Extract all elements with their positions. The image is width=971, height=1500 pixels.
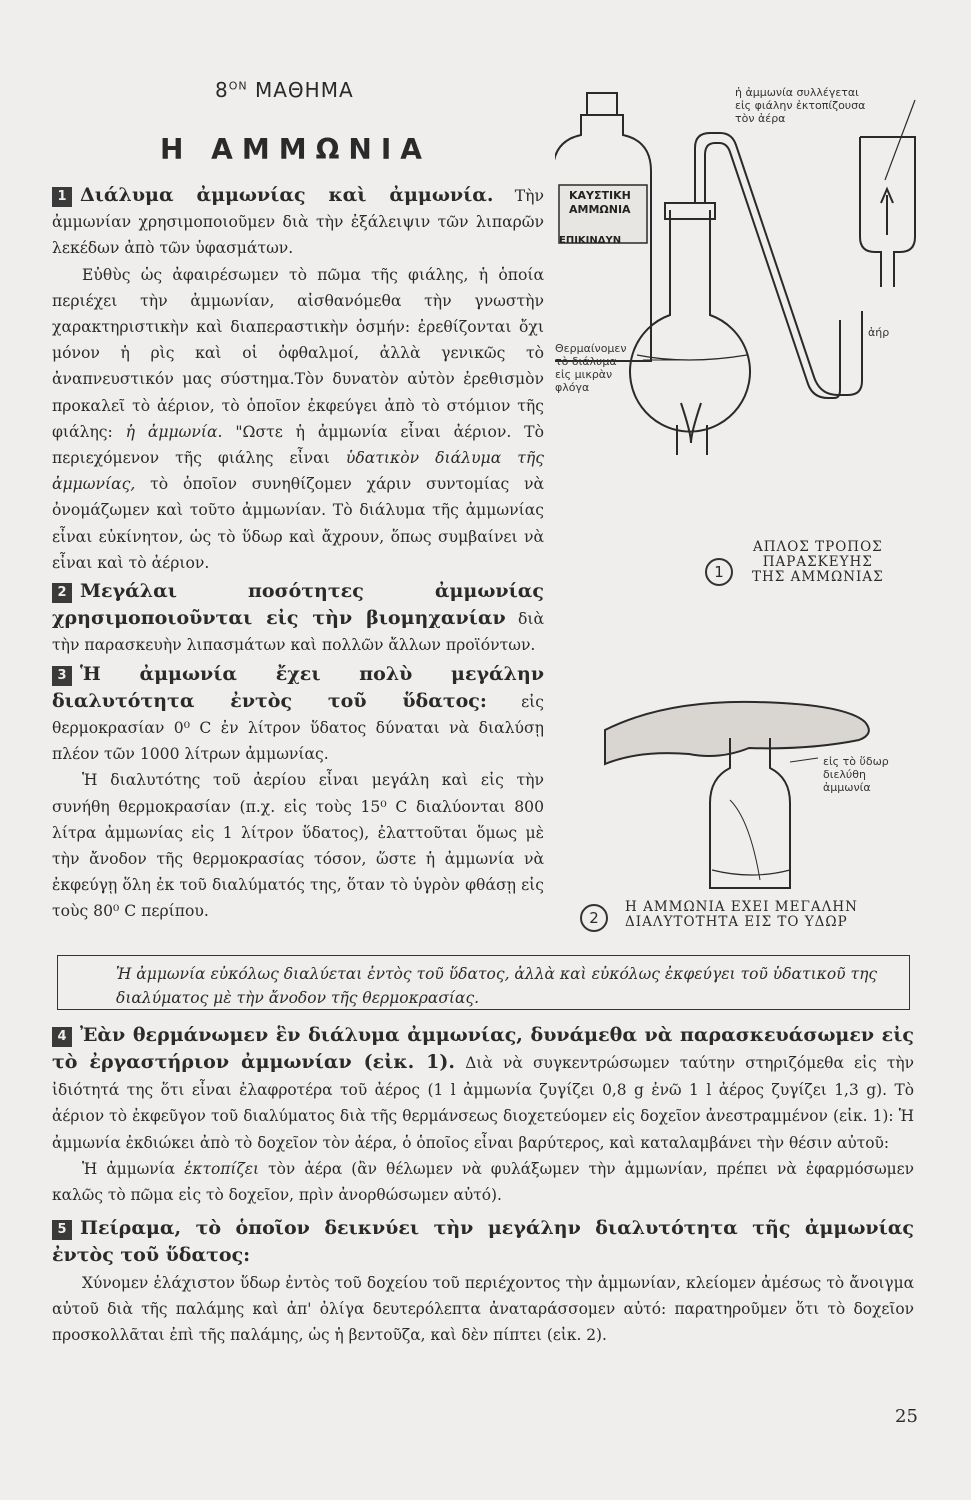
italic-run: ἡ ἀμμωνία. <box>125 422 223 441</box>
caption-line: ΠΑΡΑΣΚΕΥΗΣ <box>762 554 873 570</box>
label-line: ἀμμωνία <box>823 781 871 794</box>
label-pointer <box>790 758 818 762</box>
jar-reflection <box>730 800 760 880</box>
label-line: Θερμαίνομεν <box>555 342 627 355</box>
figure-1-apparatus <box>555 85 925 470</box>
section-body: Διὰ νὰ συγκεντρώσωμεν ταύτην στηριζόμεθα εἰς τὴν ἰδιότητά της ὅτι εἶναι ἐλαφροτέρα τοῦ ἀέρος (1 l ἀμμωνία ζυγίζει 0,8 g ἐνῶ 1 l ἀέρος ζυγίζει 1,3 g). Τὸ ἀέριον τὸ ἐκφεῦγον τοῦ διαλύματος διὰ τῆς θερμάνσεως διοχετεύομεν εἰς δοχεῖον ἀνεστραμμένον (εἰκ. 1): Ἡ ἀμμωνία ἐκδιώκει ἀπὸ τὸ δοχεῖον τὸν ἀέρα, ὁ ὁποῖος εἶναι βαρύτερος, καὶ καταλαμβάνει τὴν θέσιν αὐτοῦ: <box>52 1054 914 1152</box>
figure-1-number: 1 <box>705 558 733 586</box>
section-heading: Ἡ ἀμμωνία ἔχει πολὺ μεγάλην διαλυτότητα ἐντὸς τοῦ ὕδατος: <box>52 662 544 712</box>
section-3 <box>52 661 544 768</box>
section-heading: Διάλυμα ἀμμωνίας καὶ ἀμμωνία. <box>80 184 494 206</box>
section-1-paragraph <box>52 262 544 576</box>
caption-line: ΔΙΑΛΥΤΟΤΗΤΑ ΕΙΣ ΤΟ ΥΔΩΡ <box>625 914 848 930</box>
section-2 <box>52 578 544 659</box>
pointer-line <box>885 100 915 180</box>
section-1-intro: Τὴν ἀμμωνίαν χρησιμοποιοῦμεν διὰ τὴν ἐξάλειψιν τῶν λιπαρῶν λεκέδων ἀπὸ τῶν ὑφασμάτων. <box>52 187 544 258</box>
section-4-paragraph <box>52 1156 914 1209</box>
lesson-word: ΜΑΘΗΜΑ <box>254 78 354 102</box>
text-run: τὸ ὁποῖον συνηθίζομεν χάριν συντομίας νὰ ὀνομάζωμεν καὶ τοῦτο ἀμμωνίαν. Τὸ διάλυμα τῆς ἀμμωνίας εἶναι εὐκίνητον, ὡς τὸ ὕδωρ καὶ ἄχρουν, ὅπως συμβαίνει νὰ εἶναι καὶ τὸ ἀέριον. <box>52 475 544 572</box>
liquid-level <box>637 355 747 360</box>
figure-1-air-label: ἀήρ <box>868 326 890 339</box>
caption-line: Η ΑΜΜΩΝΙΑ ΕΧΕΙ ΜΕΓΑΛΗΝ <box>625 899 858 915</box>
lesson-number: 8 <box>215 78 229 102</box>
label-line: τὸν ἀέρα <box>735 112 786 125</box>
section-heading: Πείραμα, τὸ ὁποῖον δεικνύει τὴν μεγάλην διαλυτότητα τῆς ἀμμωνίας ἐντὸς τοῦ ὕδατος: <box>52 1216 914 1267</box>
label-line: εἰς τὸ ὕδωρ <box>823 755 889 768</box>
jar <box>710 738 790 888</box>
up-arrow <box>881 189 893 235</box>
delivery-tube-inner <box>705 143 840 398</box>
section-body: εἰς θερμοκρασίαν 0⁰ C ἐν λίτρον ὕδατος δύναται νὰ διαλύσῃ πλέον τῶν 1000 λίτρων ἀμμωνίας. <box>52 692 544 764</box>
section-3-paragraph: Ἡ διαλυτότης τοῦ ἀερίου εἶναι μεγάλη καὶ εἰς τὴν συνήθη θερμοκρασίαν (π.χ. εἰς τοὺς 15⁰ C διαλύονται 800 λίτρα ἀμμωνίας εἰς 1 λίτρον ὕδατος), ἐλαττοῦται ὅμως μὲ τὴν ἄνοδον τῆς θερμοκρασίας τόσον, ὥστε ἡ ἀμμωνία νὰ ἐκφεύγῃ ὅλη ἐκ τοῦ διαλύματός της, ὅταν τὸ ὑγρὸν φθάσῃ εἰς τοὺς 80⁰ C περίπου. <box>52 771 544 921</box>
label-line: εἰς φιάλην ἐκτοπίζουσα <box>735 99 866 112</box>
figure-2-number: 2 <box>580 904 608 932</box>
text-run: Ἡ ἀμμωνία <box>82 1160 176 1179</box>
lesson-number-suffix: ΟΝ <box>228 79 248 93</box>
bottle-label-line-2: ΑΜΜΩΝΙΑ <box>569 203 631 216</box>
section-number: 2 <box>52 583 72 603</box>
figure-1-top-label <box>735 86 865 125</box>
section-heading: Ἐὰν θερμάνωμεν ἓν διάλυμα ἀμμωνίας, δυνάμεθα νὰ παρασκευάσωμεν εἰς τὸ ἐργαστήριον ἀμμωνίαν (εἰκ. 1). <box>52 1024 914 1074</box>
section-5 <box>52 1215 914 1270</box>
section-number: 5 <box>52 1220 72 1240</box>
section-1 <box>52 182 544 262</box>
label-line: τὸ διάλυμα <box>555 355 617 368</box>
caption-line: ΤΗΣ ΑΜΜΩΝΙΑΣ <box>752 569 884 585</box>
text-run: "Ωστε ἡ ἀμμωνία εἶναι ἀέριον. Τὸ περιεχόμενον τῆς φιάλης εἶναι <box>52 422 544 468</box>
summary-box: Ἡ ἀμμωνία εὐκόλως διαλύεται ἐντὸς τοῦ ὕδατος, ἀλλὰ καὶ εὐκόλως ἐκφεύγει τοῦ ὑδατικοῦ της διαλύματος μὲ τὴν ἄνοδον τῆς θερμοκρασίας. <box>57 955 910 1010</box>
left-column <box>52 182 544 925</box>
page-number: 25 <box>895 1406 918 1427</box>
section-heading: Μεγάλαι ποσότητες ἀμμωνίας χρησιμοποιοῦνται εἰς τὴν βιομηχανίαν <box>52 580 544 630</box>
italic-run: ὑδατικὸν διάλυμα τῆς ἀμμωνίας, <box>52 449 544 494</box>
figure-1-caption <box>752 540 884 585</box>
figure-1-left-label <box>555 342 627 394</box>
label-line: φλόγα <box>555 381 590 394</box>
figure-2-label <box>823 755 889 794</box>
bottle-label-line-1: ΚΑΥΣΤΙΚΗ <box>569 189 631 202</box>
caption-line: ΑΠΛΟΣ ΤΡΟΠΟΣ <box>752 539 883 555</box>
label-line: ἡ ἀμμωνία συλλέγεται <box>735 86 859 99</box>
text-run: Εὐθὺς ὡς ἀφαιρέσωμεν τὸ πῶμα τῆς φιάλης, ἡ ὁποία περιέχει τὴν ἀμμωνίαν, αἰσθανόμεθα τὴν γνωστὴν χαρακτηριστικὴν καὶ διαπεραστικὴν ὀσμήν: ἐρεθίζονται ὄχι μόνον ἡ ρὶς καὶ οἱ ὀφθαλμοί, ἀλλὰ γενικῶς τὸ ἀναπνευστικόν μας σύστημα.Τὸν δυνατὸν αὐτὸν ἐρεθισμὸν προκαλεῖ τὸ ἀέριον, τὸ ὁποῖον ἐκφεύγει ἀπὸ τὸ στόμιον τῆς φιάλης: <box>52 265 544 441</box>
full-width-text <box>52 1022 914 1349</box>
page-title: Η ΑΜΜΩΝΙΑ <box>160 133 431 166</box>
flask <box>630 210 750 432</box>
section-number: 3 <box>52 666 72 686</box>
label-line: διελύθη <box>823 768 866 781</box>
label-line: εἰς μικρὰν <box>555 368 613 381</box>
section-body: διὰ τὴν παρασκευὴν λιπασμάτων καὶ πολλῶν ἄλλων προϊόντων. <box>52 610 544 655</box>
section-number: 4 <box>52 1027 72 1047</box>
lesson-label <box>215 78 354 102</box>
bottle-label-line-3: ΕΠΙΚΙΝΔΥΝ <box>559 235 622 246</box>
section-4 <box>52 1022 914 1156</box>
section-5-paragraph: Χύνομεν ἐλάχιστον ὕδωρ ἐντὸς τοῦ δοχείου τοῦ περιέχοντος τὴν ἀμμωνίαν, κλείομεν ἀμέσως τὸ ἄνοιγμα αὐτοῦ διὰ τῆς παλάμης καὶ ἀπ' ὀλίγα δευτερόλεπτα ἀναταράσσομεν αὐτό: παρατηροῦμεν ὅτι τὸ δοχεῖον προσκολλᾶται ἐπὶ τῆς παλάμης, ὡς ἡ βεντοῦζα, καὶ δὲν πίπτει (εἰκ. 2). <box>52 1273 914 1345</box>
section-number: 1 <box>52 187 72 207</box>
bottle-cap <box>587 93 617 115</box>
figure-2-hand-and-jar <box>600 690 900 900</box>
flask-stopper <box>665 203 715 219</box>
delivery-tube <box>695 133 862 395</box>
flame <box>681 403 701 443</box>
text-run: τὸν ἀέρα (ἂν θέλωμεν νὰ φυλάξωμεν τὴν ἀμμωνίαν, πρέπει νὰ ἐφαρμόσωμεν καλῶς τὸ πῶμα εἰς τὸ δοχεῖον, πρὶν ἀνορθώσωμεν αὐτό). <box>52 1160 914 1205</box>
water-level <box>712 870 790 875</box>
figure-2-caption <box>625 900 858 930</box>
italic-run: ἐκτοπίζει <box>184 1160 260 1179</box>
